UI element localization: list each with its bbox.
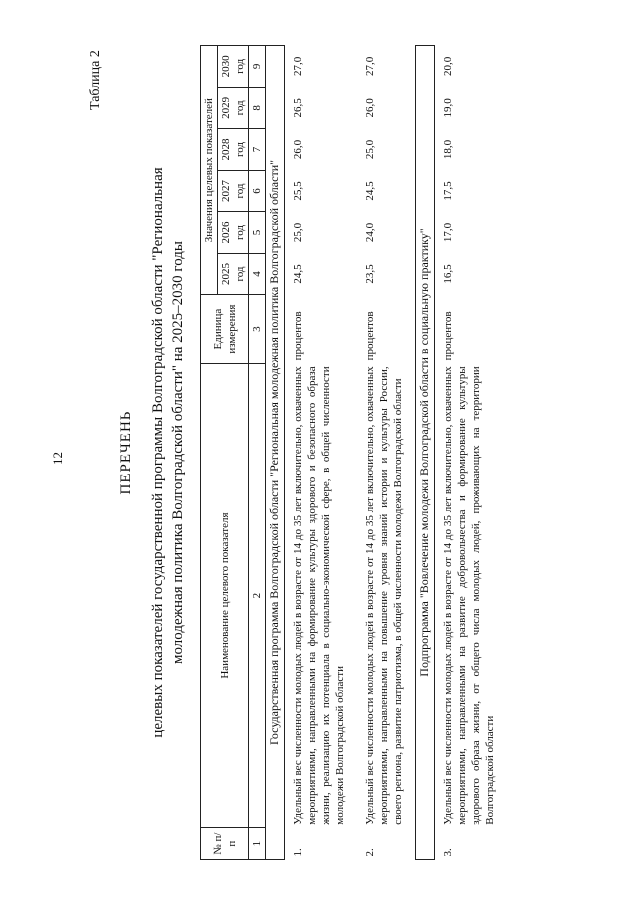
row-value: 18,0 [441, 139, 454, 160]
header-year: 2028 год [218, 129, 249, 171]
header-unit: Единица измерения [201, 295, 249, 364]
column-index: 2 [249, 363, 266, 827]
section-title: Государственная программа Волгоградской области "Региональная молодежная политика Волгоградской области" [266, 46, 284, 860]
header-year: 2029 год [218, 87, 249, 129]
header-num: № п/п [201, 828, 249, 860]
indicators-table [200, 45, 507, 860]
column-index: 7 [249, 129, 266, 171]
table-row [284, 46, 357, 860]
header-year: 2030 год [218, 46, 249, 88]
column-index: 9 [249, 46, 266, 88]
row-value: 26,5 [291, 98, 304, 118]
document-subtitle-line2: молодежная политика Волгоградской области" на 2025–2030 годы [170, 241, 186, 664]
row-value: 24,0 [363, 222, 376, 243]
row-name: Удельный вес численности молодых людей в возрасте от 14 до 35 лет включительно, охваченных мероприятиями, направленными на развитие добровольчества и формирование культуры здорового образа жизни, от общего числа молодых людей, проживающих на территории Волгоградской области [441, 366, 496, 825]
column-index: 5 [249, 212, 266, 254]
row-value: 24,5 [363, 181, 376, 201]
column-index: 3 [249, 295, 266, 364]
section-title: Подпрограмма "Вовлечение молодежи Волгоградской области в социальную практику" [416, 46, 434, 860]
header-year: 2026 год [218, 212, 249, 254]
row-value: 20,0 [441, 56, 454, 76]
row-value: 23,5 [363, 264, 376, 284]
header-name: Наименование целевого показателя [201, 363, 249, 827]
header-year: 2027 год [218, 170, 249, 212]
header-values-group: Значения целевых показателей [201, 46, 218, 295]
column-index: 8 [249, 87, 266, 129]
row-value: 16,5 [441, 264, 454, 284]
row-value: 26,0 [291, 139, 304, 160]
row-value: 25,5 [291, 181, 304, 201]
column-index: 1 [249, 828, 266, 860]
row-value: 19,0 [441, 98, 454, 118]
row-value: 25,0 [291, 222, 304, 243]
section-title-row [416, 46, 434, 860]
document-title: ПЕРЕЧЕНЬ [118, 410, 134, 495]
column-index-row [249, 46, 266, 860]
row-value: 24,5 [291, 264, 304, 284]
row-value: 17,5 [441, 181, 454, 201]
header-row-1 [201, 46, 218, 860]
table-row [434, 46, 507, 860]
row-name: Удельный вес численности молодых людей в возрасте от 14 до 35 лет включительно, охваченных мероприятиями, направленными на формирование культуры здорового и безопасного образа жизни, реализацию их потенциала в социально-экономической сфере, в общей численности молодежи Волгоградской области [291, 366, 346, 825]
row-value: 27,0 [291, 56, 304, 76]
column-index: 6 [249, 170, 266, 212]
row-name: Удельный вес численности молодых людей в возрасте от 14 до 35 лет включительно, охваченных мероприятиями, направленными на повышение уровня знаний истории и культуры России, своего региона, развитие патриотизма, в общей численности молодежи Волгоградской области [363, 366, 405, 825]
row-num: 2. [363, 848, 376, 857]
row-value: 25,0 [363, 139, 376, 160]
row-unit: процентов [441, 311, 454, 361]
page-number: 12 [50, 452, 65, 465]
row-value: 26,0 [363, 98, 376, 118]
row-unit: процентов [363, 311, 376, 361]
section-title-row [266, 46, 284, 860]
table-label: Таблица 2 [88, 50, 103, 110]
table-row [357, 46, 416, 860]
row-unit: процентов [291, 311, 304, 361]
row-num: 1. [291, 848, 304, 857]
header-year: 2025 год [218, 253, 249, 295]
row-num: 3. [441, 848, 454, 857]
document-subtitle-line1: целевых показателей государственной программы Волгоградской области "Региональная [150, 167, 166, 738]
row-value: 17,0 [441, 222, 454, 243]
column-index: 4 [249, 253, 266, 295]
row-value: 27,0 [363, 56, 376, 76]
